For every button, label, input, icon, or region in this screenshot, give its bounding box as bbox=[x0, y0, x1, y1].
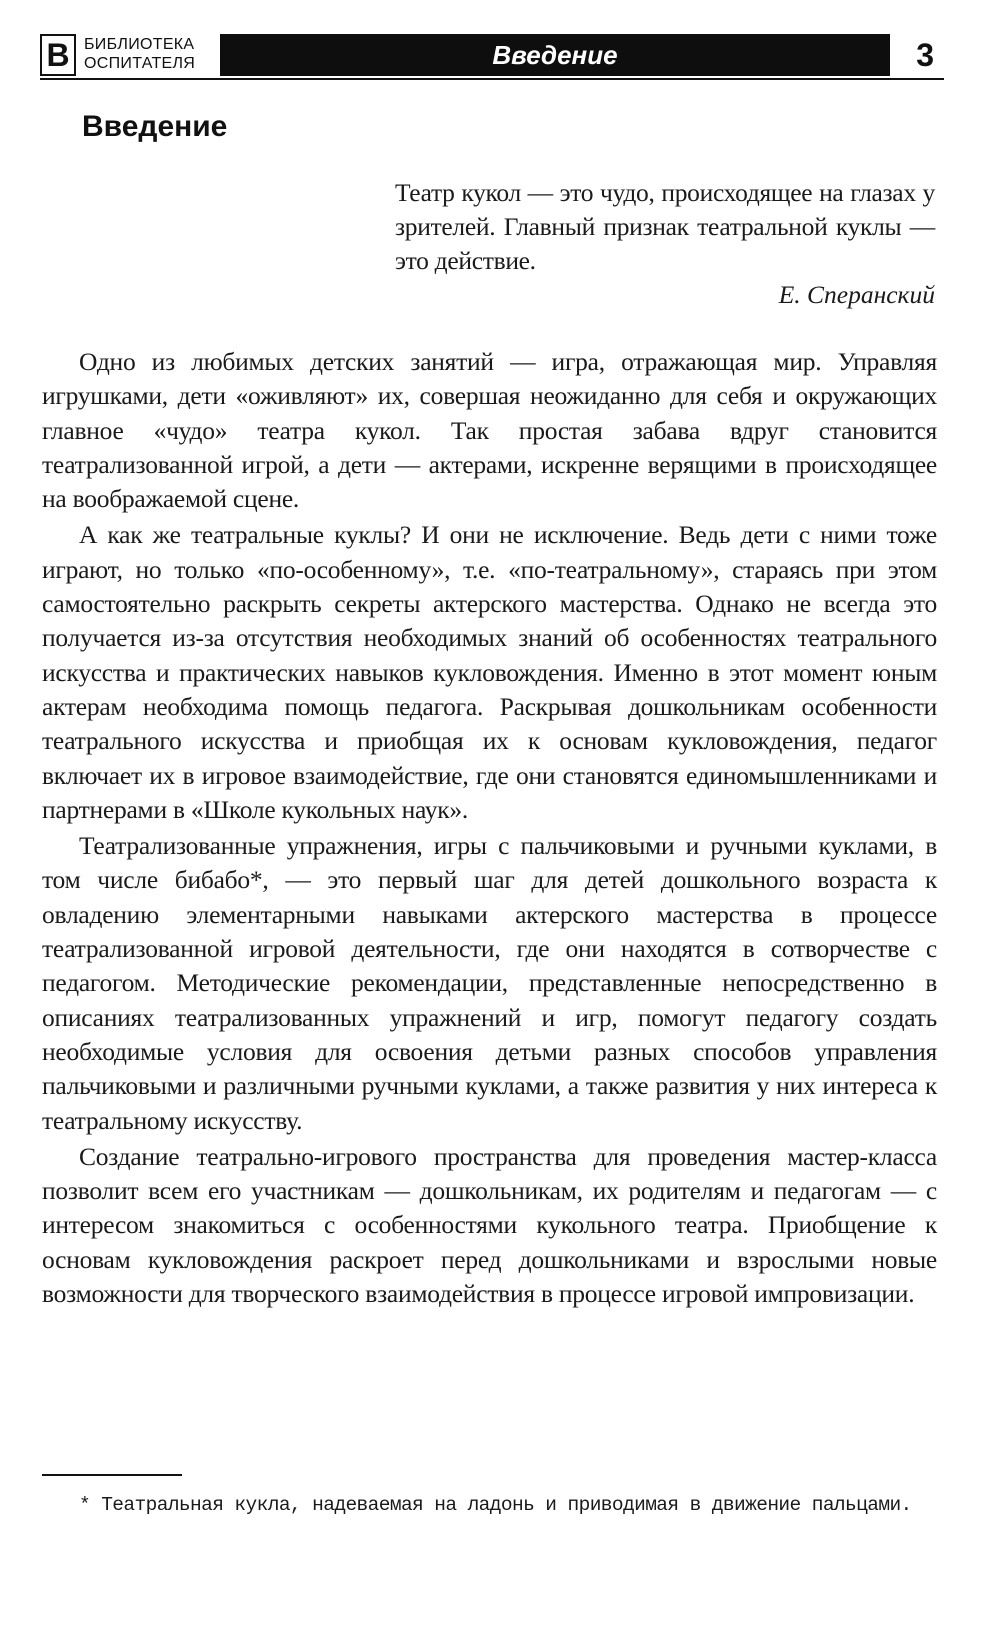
series-logo bbox=[40, 34, 76, 76]
logo-letter: В bbox=[46, 37, 70, 73]
series-name-line1: БИБЛИОТЕКА bbox=[84, 36, 195, 53]
section-title: Введение bbox=[492, 39, 618, 70]
epigraph-author: Е. Сперанский bbox=[778, 280, 935, 309]
page-number: 3 bbox=[916, 37, 934, 73]
series-name-line2: ОСПИТАТЕЛЯ bbox=[84, 55, 196, 72]
running-header bbox=[40, 32, 944, 80]
paragraph: А как же театральные куклы? И они не исключение. Ведь дети с ними тоже играют, но только «по-особенному», т.е. «по-театральному», стараясь при этом самостоятельно раскрыть секреты актерского мастерства. Однако не всегда это получается из-за отсутствия необходимых знаний об особенностях театрального искусства и практических навыков кукловождения. Именно в этот момент юным актерам необходима помощь педагога. Раскрывая дошкольникам особенности театрального искусства и приобщая их к основам кукловождения, педагог включает их в игровое взаимодействие, где они становятся единомышленниками и партнерами в «Школе кукольных наук». bbox=[42, 520, 937, 824]
epigraph-text: Театр кукол — это чудо, происходящее на глазах у зрителей. Главный признак театральной куклы — это действие. bbox=[395, 178, 935, 275]
body-text bbox=[42, 345, 937, 1313]
footnote: * Театральная кукла, надеваемая на ладонь и приводимая в движение пальцами. bbox=[79, 1494, 912, 1516]
paragraph: Одно из любимых детских занятий — игра, отражающая мир. Управляя игрушками, дети «оживляют» их, совершая неожиданно для себя и окружающих главное «чудо» театра кукол. Так простая забава вдруг становится театрализованной игрой, а дети — актерами, искренне верящими в происходящее на воображаемой сцене. bbox=[42, 347, 937, 514]
paragraph: Театрализованные упражнения, игры с пальчиковыми и ручными куклами, в том числе бибабо*, — это первый шаг для детей дошкольного возраста к овладению элементарными навыками актерского мастерства в процессе театрализованной игровой деятельности, где они находятся в сотворчестве с педагогом. Методические рекомендации, представленные непосредственно в описаниях театрализованных упражнений и игр, помогут педагогу создать необходимые условия для освоения детьми разных способов управления пальчиковыми и различными ручными куклами, а также развития у них интереса к театральному искусству. bbox=[42, 831, 937, 1135]
section-bar bbox=[220, 34, 890, 76]
footnote-rule bbox=[42, 1474, 182, 1476]
series-name bbox=[84, 35, 195, 73]
epigraph bbox=[395, 176, 935, 312]
header-rule bbox=[40, 78, 944, 80]
page-title: Введение bbox=[82, 110, 228, 143]
paragraph: Создание театрально-игрового пространства для проведения мастер-класса позволит всем его участникам — дошкольникам, их родителям и педагогам — с интересом знакомиться с особенностями кукольного театра. Приобщение к основам кукловождения раскроет перед дошкольниками и взрослыми новые возможности для творческого взаимодействия в процессе игровой импровизации. bbox=[42, 1141, 937, 1309]
